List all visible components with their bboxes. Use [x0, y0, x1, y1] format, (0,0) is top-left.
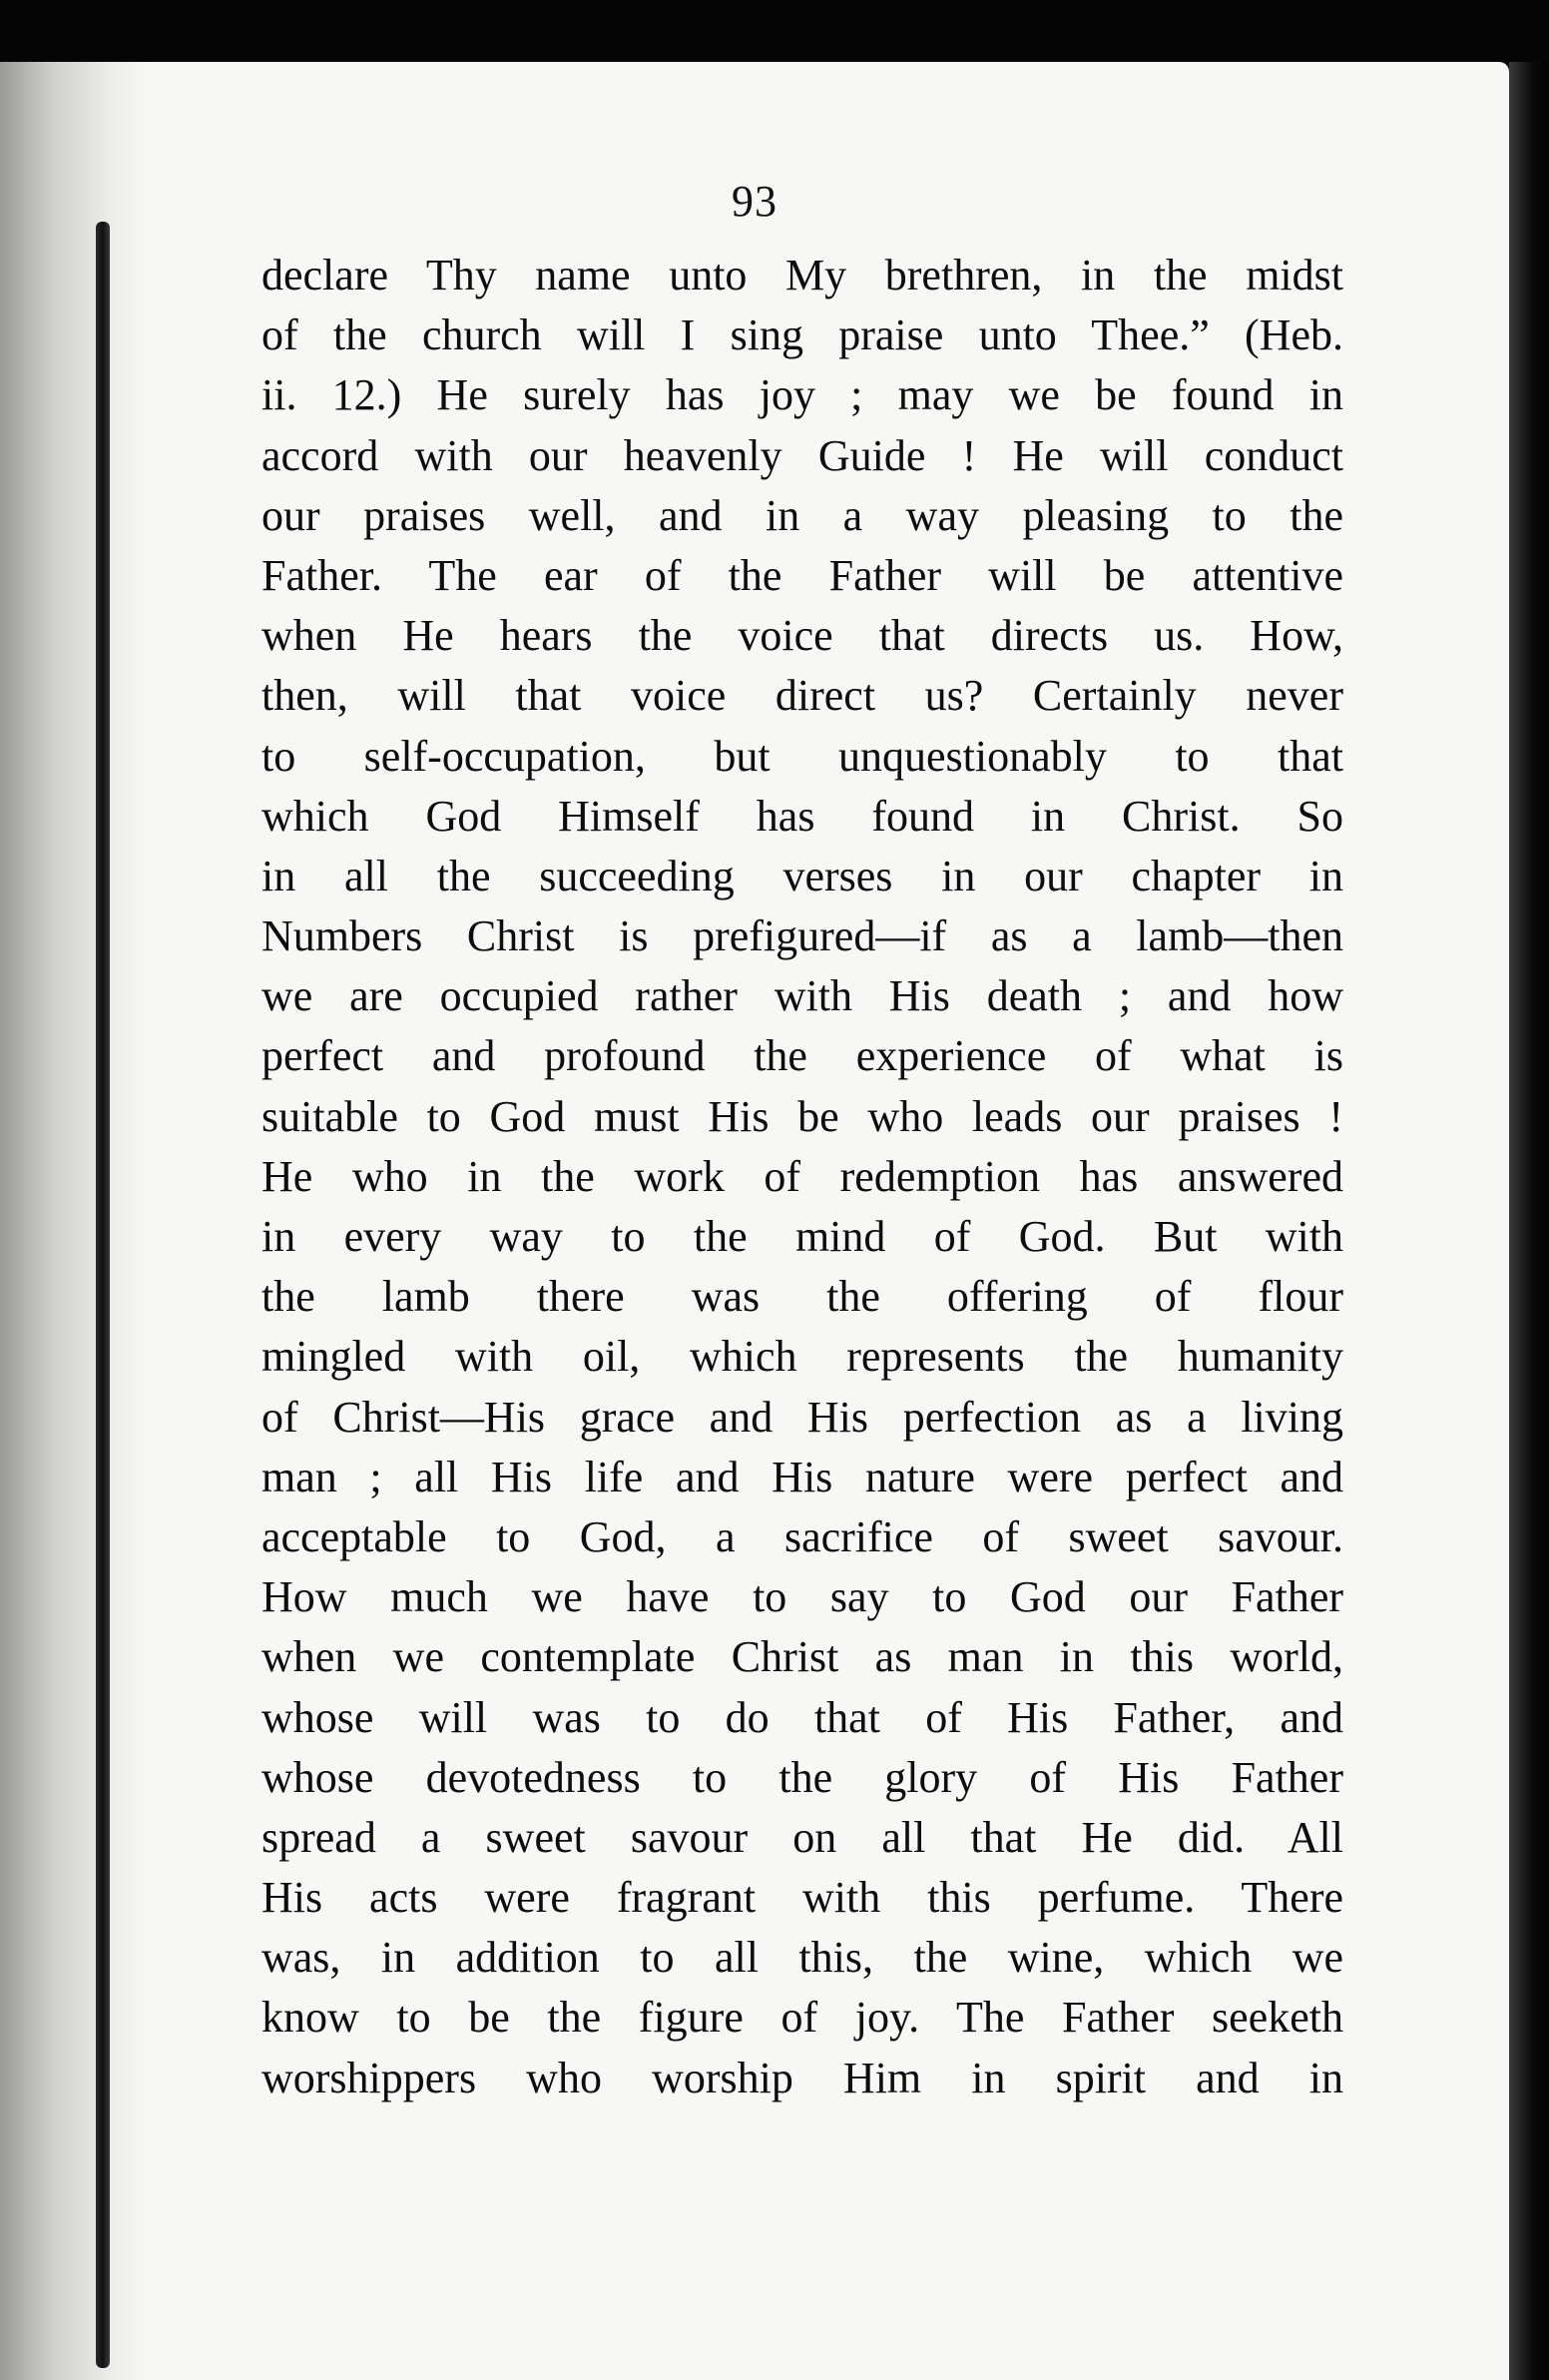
text-line: man ; all His life and His nature were perfect and: [261, 1452, 1343, 1501]
text-line: which God Himself has found in Christ. So: [261, 791, 1343, 841]
text-line: Numbers Christ is prefigured—if as a lamb—then: [261, 911, 1343, 961]
binding-edge: [96, 222, 110, 2368]
text-line: we are occupied rather with His death ; and how: [261, 971, 1343, 1021]
body-text: [261, 246, 1343, 2108]
text-line: the lamb there was the offering of flour: [261, 1272, 1343, 1322]
text-line: ii. 12.) He surely has joy ; may we be found in: [261, 370, 1343, 420]
gutter-shadow: [0, 62, 150, 2380]
text-line: whose will was to do that of His Father, and: [261, 1692, 1343, 1742]
text-line: Father. The ear of the Father will be attentive: [261, 550, 1343, 600]
text-line: of the church will I sing praise unto Thee.” (Heb.: [261, 310, 1343, 360]
text-line: when we contemplate Christ as man in this world,: [261, 1632, 1343, 1682]
text-line: He who in the work of redemption has answered: [261, 1151, 1343, 1201]
text-line: His acts were fragrant with this perfume. There: [261, 1873, 1343, 1923]
text-line: How much we have to say to God our Father: [261, 1572, 1343, 1622]
text-line: mingled with oil, which represents the humanity: [261, 1332, 1343, 1382]
text-line: acceptable to God, a sacrifice of sweet savour.: [261, 1511, 1343, 1561]
scan-right-border: [1509, 62, 1549, 2380]
text-line: accord with our heavenly Guide ! He will conduct: [261, 430, 1343, 480]
text-line: to self-occupation, but unquestionably to that: [261, 731, 1343, 781]
text-line: in all the succeeding verses in our chapter in: [261, 851, 1343, 900]
text-line: when He hears the voice that directs us. How,: [261, 611, 1343, 661]
text-line: whose devotedness to the glory of His Father: [261, 1752, 1343, 1802]
text-line: in every way to the mind of God. But with: [261, 1212, 1343, 1261]
text-line: suitable to God must His be who leads our praises !: [261, 1091, 1343, 1141]
text-line: declare Thy name unto My brethren, in the midst: [261, 251, 1343, 299]
text-line: was, in addition to all this, the wine, which we: [261, 1933, 1343, 1983]
text-line: worshippers who worship Him in spirit and in: [261, 2053, 1343, 2102]
text-line: know to be the figure of joy. The Father seeketh: [261, 1993, 1343, 2043]
text-line: of Christ—His grace and His perfection as a living: [261, 1392, 1343, 1442]
page-number: 93: [732, 177, 777, 226]
text-line: perfect and profound the experience of what is: [261, 1031, 1343, 1081]
text-line: our praises well, and in a way pleasing to the: [261, 490, 1343, 540]
text-line: spread a sweet savour on all that He did. All: [261, 1812, 1343, 1862]
text-line: then, will that voice direct us? Certainly never: [261, 671, 1343, 721]
